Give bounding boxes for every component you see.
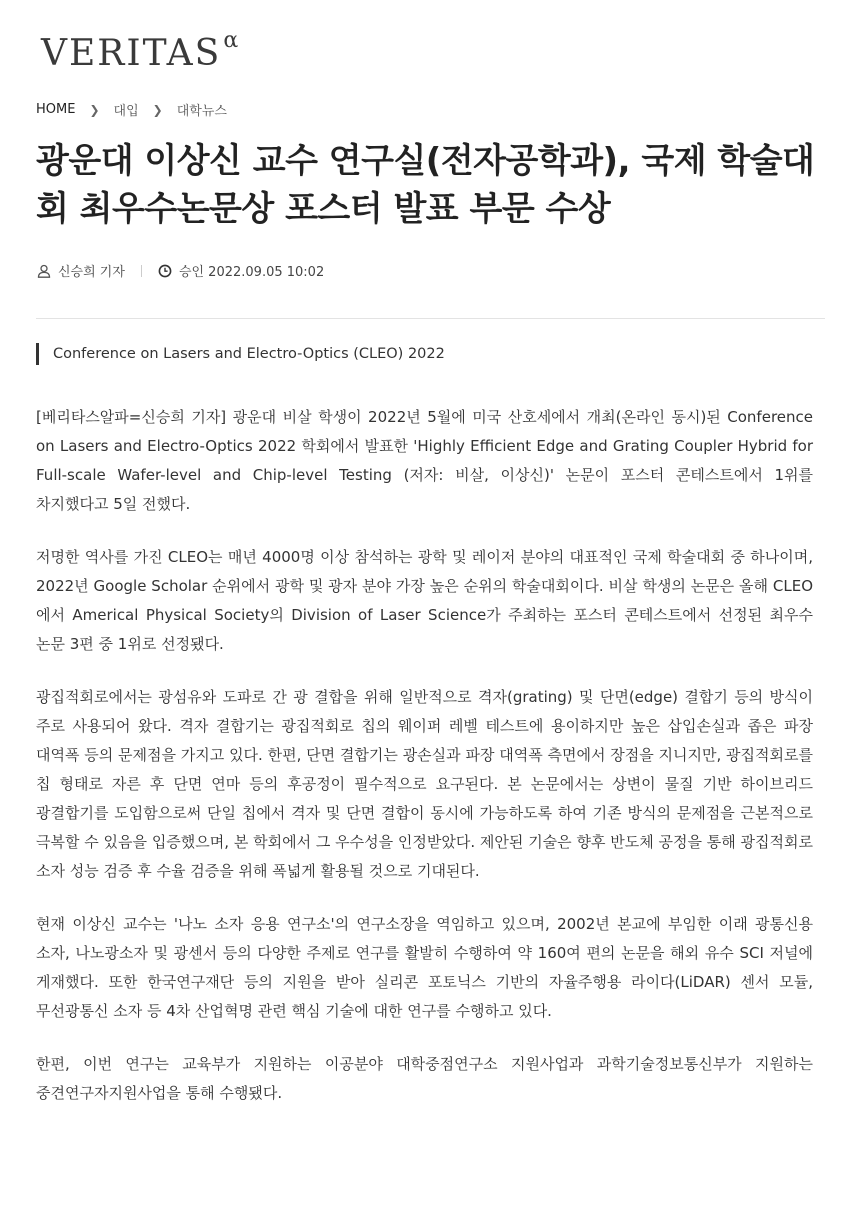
article-meta <box>37 261 324 280</box>
meta-divider <box>141 265 142 277</box>
article-title: 광운대 이상신 교수 연구실(전자공학과), 국제 학술대회 최우수논문상 포스터 발표 부문 수상 <box>36 141 815 229</box>
article-paragraph: [베리타스알파=신승희 기자] 광운대 비살 학생이 2022년 5월에 미국 산호세에서 개최(온라인 동시)된 Conference on Lasers and Electro-Optics 2022 학회에서 발표한 'Highly Efficient Edge and Grating Coupler Hybrid for Full-scale Wafer-level and Chip-level Testing (저자: 비살, 이상신)' 논문이 포스터 콘테스트에서 1위를 차지했다고 5일 전했다. <box>36 408 813 513</box>
article-paragraph: 광집적회로에서는 광섬유와 도파로 간 광 결합을 위해 일반적으로 격자(grating) 및 단면(edge) 결합기 등의 방식이 주로 사용되어 왔다. 격자 결합기는 광집적회로 칩의 웨이퍼 레벨 테스트에 용이하지만 높은 삽입손실과 좁은 파장 대역폭 등의 문제점을 가지고 있다. 한편, 단면 결합기는 광손실과 파장 대역폭 측면에서 장점을 지니지만, 광집적회로를 칩 형태로 자른 후 단면 연마 등의 후공정이 필수적으로 요구된다. 본 논문에서는 상변이 물질 기반 하이브리드 광결합기를 도입함으로써 단일 칩에서 격자 및 단면 결합이 동시에 가능하도록 하여 기존 방식의 문제점을 근본적으로 극복할 수 있음을 입증했으며, 본 학회에서 그 우수성을 인정받았다. 제안된 기술은 향후 반도체 공정을 통해 광집적회로 소자 성능 검증 후 수율 검증을 위해 폭넓게 활용될 것으로 기대된다. <box>36 688 813 880</box>
article-subheading: Conference on Lasers and Electro-Optics (CLEO) 2022 <box>36 343 445 365</box>
breadcrumb-home[interactable]: HOME <box>36 102 76 117</box>
breadcrumb-section[interactable]: 대입 <box>113 104 139 119</box>
user-icon <box>37 264 51 278</box>
chevron-right-icon: ❯ <box>152 102 163 117</box>
article-published: 승인 2022.09.05 10:02 <box>178 265 325 280</box>
article-paragraph: 저명한 역사를 가진 CLEO는 매년 4000명 이상 참석하는 광학 및 레이저 분야의 대표적인 국제 학술대회 중 하나이며, 2022년 Google Scholar 순위에서 광학 및 광자 분야 가장 높은 순위의 학술대회이다. 비살 학생의 논문은 올해 CLEO 에서 Americal Physical Society의 Division of Laser Science가 주최하는 포스터 콘테스트에서 선정된 최우수 논문 3편 중 1위로 선정됐다. <box>36 548 813 653</box>
breadcrumb <box>36 100 227 119</box>
clock-icon <box>158 264 172 278</box>
logo-text: VERITAS <box>41 33 222 74</box>
breadcrumb-subsection[interactable]: 대학뉴스 <box>176 104 227 119</box>
logo-suffix: α <box>223 28 241 53</box>
header-divider <box>36 318 825 319</box>
site-logo[interactable] <box>41 30 240 72</box>
article-paragraph: 현재 이상신 교수는 '나노 소자 응용 연구소'의 연구소장을 역임하고 있으며, 2002년 본교에 부임한 이래 광통신용 소자, 나노광소자 및 광센서 등의 다양한 주제로 연구를 활발히 수행하여 약 160여 편의 논문을 해외 유수 SCI 저널에 게재했다. 또한 한국연구재단 등의 지원을 받아 실리콘 포토닉스 기반의 자율주행용 라이다(LiDAR) 센서 모듈, 무선광통신 소자 등 4차 산업혁명 관련 핵심 기술에 대한 연구를 수행하고 있다. <box>36 915 813 1020</box>
article-body <box>36 403 813 1132</box>
article-author[interactable]: 신승희 기자 <box>58 265 125 280</box>
chevron-right-icon: ❯ <box>89 102 100 117</box>
article-paragraph: 한편, 이번 연구는 교육부가 지원하는 이공분야 대학중점연구소 지원사업과 과학기술정보통신부가 지원하는 중견연구자지원사업을 통해 수행됐다. <box>36 1055 813 1102</box>
